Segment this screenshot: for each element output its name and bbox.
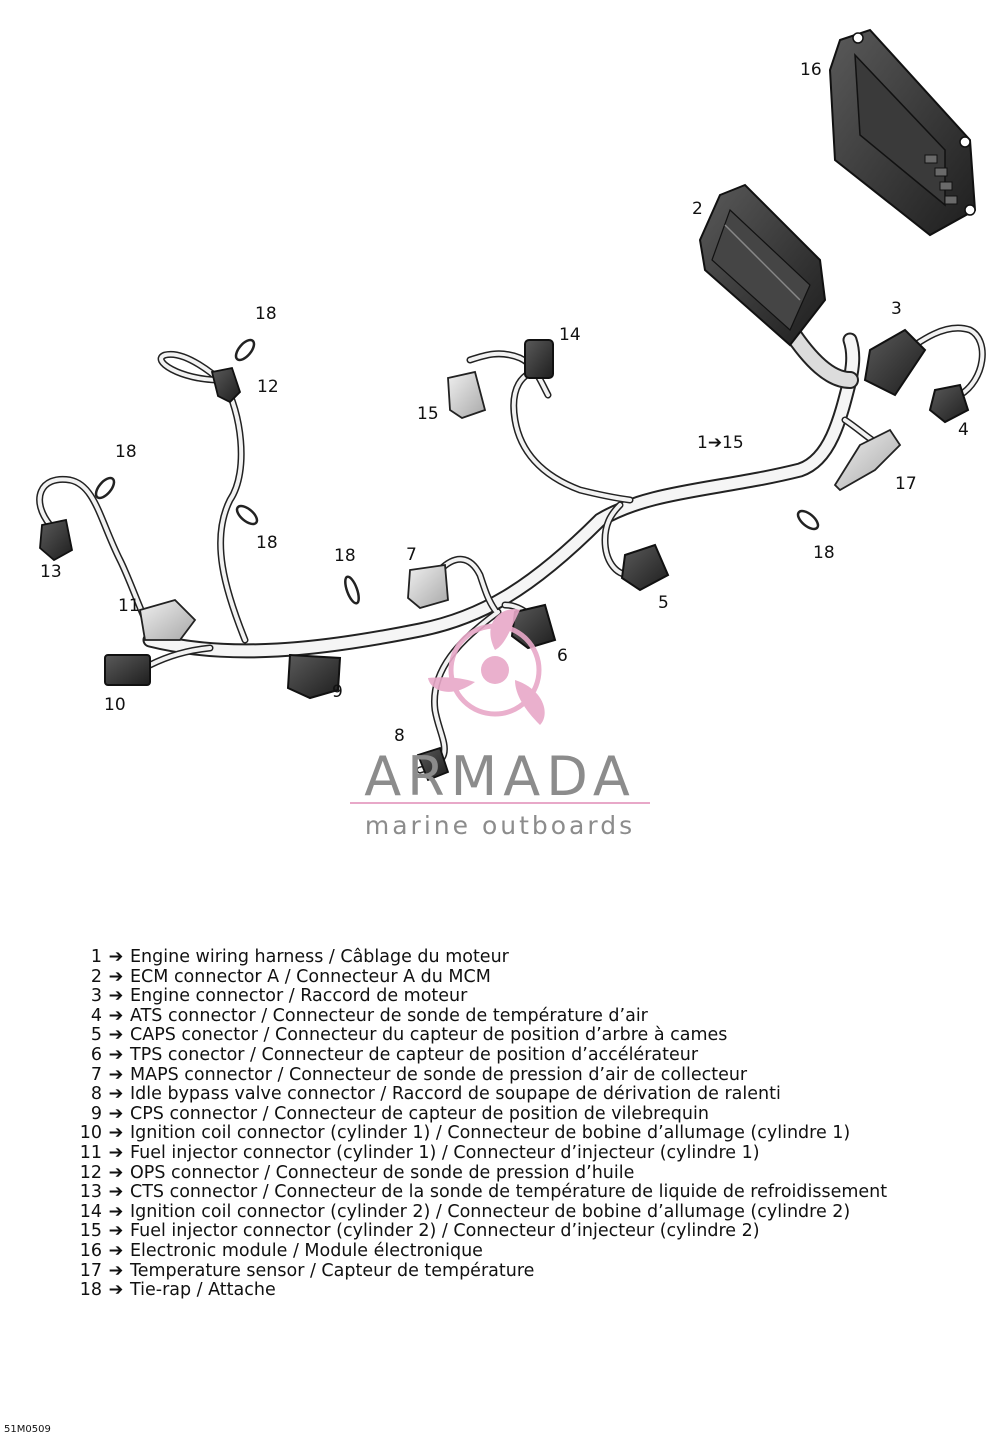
legend-number: 9 xyxy=(90,1103,102,1124)
caps-connector xyxy=(622,545,668,590)
legend-number: 12 xyxy=(79,1162,102,1183)
arrow-icon: ➔ xyxy=(108,1201,124,1222)
legend-number: 16 xyxy=(79,1240,102,1261)
legend-number: 2 xyxy=(90,966,102,987)
legend-description: Tie-rap / Attache xyxy=(130,1280,276,1301)
legend-row xyxy=(60,1281,980,1301)
legend-row xyxy=(60,968,980,988)
legend-row xyxy=(60,1026,980,1046)
callout-12: 12 xyxy=(257,377,279,397)
legend-number: 17 xyxy=(79,1260,102,1281)
legend-number: 15 xyxy=(79,1221,102,1242)
legend-number: 14 xyxy=(79,1201,102,1222)
arrow-icon: ➔ xyxy=(108,986,124,1007)
arrow-icon: ➔ xyxy=(108,1280,124,1301)
ignition-coil-connector-2 xyxy=(525,340,553,378)
legend-number: 7 xyxy=(90,1064,102,1085)
callout-5: 5 xyxy=(658,593,669,613)
ops-connector xyxy=(212,368,240,402)
legend-description: Engine connector / Raccord de moteur xyxy=(130,986,468,1007)
arrow-icon: ➔ xyxy=(108,1005,124,1026)
arrow-icon: ➔ xyxy=(108,1064,124,1085)
legend-row xyxy=(60,1164,980,1184)
legend-description: Electronic module / Module électronique xyxy=(130,1240,483,1261)
callout-15: 15 xyxy=(417,404,439,424)
legend-description: Ignition coil connector (cylinder 1) / Connecteur de bobine d’allumage (cylindre 1) xyxy=(130,1123,851,1144)
callout-4: 4 xyxy=(958,420,969,440)
callout-18-c: 18 xyxy=(256,533,278,553)
legend-description: CTS connector / Connecteur de la sonde de température de liquide de refroidissement xyxy=(130,1182,888,1203)
arrow-icon: ➔ xyxy=(108,947,124,967)
arrow-icon: ➔ xyxy=(108,1182,124,1203)
ats-connector xyxy=(930,385,968,422)
callout-8: 8 xyxy=(394,726,405,746)
legend-row xyxy=(60,1144,980,1164)
legend-row xyxy=(60,1066,980,1086)
legend-number: 11 xyxy=(79,1142,102,1163)
callout-1-15: 1➔15 xyxy=(697,433,744,453)
legend-description: Ignition coil connector (cylinder 2) / Connecteur de bobine d’allumage (cylindre 2) xyxy=(130,1201,851,1222)
arrow-icon: ➔ xyxy=(108,1260,124,1281)
legend-row xyxy=(60,1124,980,1144)
legend-description: ECM connector A / Connecteur A du MCM xyxy=(130,966,491,987)
callout-17: 17 xyxy=(895,474,917,494)
arrow-icon: ➔ xyxy=(108,1240,124,1261)
watermark-tagline: marine outboards xyxy=(364,811,636,840)
legend-row xyxy=(60,1242,980,1262)
engine-connector xyxy=(865,330,925,395)
legend-number: 4 xyxy=(90,1005,102,1026)
legend-number: 5 xyxy=(90,1025,102,1046)
legend-number: 10 xyxy=(79,1123,102,1144)
callout-10: 10 xyxy=(104,695,126,715)
legend-description: CAPS conector / Connecteur du capteur de position d’arbre à cames xyxy=(130,1025,728,1046)
electronic-module xyxy=(830,30,975,235)
fuel-injector-connector-1 xyxy=(140,600,195,640)
legend-number: 18 xyxy=(79,1280,102,1301)
legend-description: MAPS connector / Connecteur de sonde de pression d’air de collecteur xyxy=(130,1064,748,1085)
legend-description: Fuel injector connector (cylinder 1) / Connecteur d’injecteur (cylindre 1) xyxy=(130,1142,760,1163)
legend-row xyxy=(60,948,980,968)
legend-description: Temperature sensor / Capteur de température xyxy=(130,1260,535,1281)
callout-6: 6 xyxy=(557,646,568,666)
main-harness xyxy=(150,330,853,651)
legend-row xyxy=(60,987,980,1007)
legend-number: 13 xyxy=(79,1182,102,1203)
ignition-coil-connector-1 xyxy=(105,655,150,685)
legend-row xyxy=(60,1222,980,1242)
legend-row xyxy=(60,1007,980,1027)
cts-connector xyxy=(40,520,72,560)
arrow-icon: ➔ xyxy=(108,1044,124,1065)
callout-18-e: 18 xyxy=(813,543,835,563)
legend-number: 1 xyxy=(90,947,102,967)
watermark-brand: ARMADA xyxy=(364,745,636,808)
callout-18-d: 18 xyxy=(334,546,356,566)
arrow-icon: ➔ xyxy=(108,1025,124,1046)
legend-description: OPS connector / Connecteur de sonde de pression d’huile xyxy=(130,1162,635,1183)
arrow-icon: ➔ xyxy=(108,1221,124,1242)
maps-connector xyxy=(408,565,448,608)
arrow-icon: ➔ xyxy=(108,1162,124,1183)
parts-legend xyxy=(60,948,980,1301)
callout-7: 7 xyxy=(406,545,417,565)
legend-number: 3 xyxy=(90,986,102,1007)
legend-description: Fuel injector connector (cylinder 2) / Connecteur d’injecteur (cylindre 2) xyxy=(130,1221,760,1242)
arrow-icon: ➔ xyxy=(108,1123,124,1144)
arrow-icon: ➔ xyxy=(108,1142,124,1163)
legend-row xyxy=(60,1262,980,1282)
figure-code: 51M0509 xyxy=(4,1424,51,1435)
legend-description: ATS connector / Connecteur de sonde de température d’air xyxy=(130,1005,648,1026)
arrow-icon: ➔ xyxy=(108,966,124,987)
tps-connector xyxy=(512,605,555,648)
legend-description: Engine wiring harness / Câblage du moteur xyxy=(130,947,509,967)
fuel-injector-connector-2 xyxy=(448,372,485,418)
legend-row xyxy=(60,1046,980,1066)
callout-18-b: 18 xyxy=(115,442,137,462)
legend-row xyxy=(60,1085,980,1105)
callout-3: 3 xyxy=(891,299,902,319)
arrow-icon: ➔ xyxy=(108,1103,124,1124)
legend-description: TPS conector / Connecteur de capteur de position d’accélérateur xyxy=(130,1044,699,1065)
callout-16: 16 xyxy=(800,60,822,80)
ecm-connector-a xyxy=(700,185,825,345)
callout-11: 11 xyxy=(118,596,140,616)
callout-2: 2 xyxy=(692,199,703,219)
legend-number: 6 xyxy=(90,1044,102,1065)
legend-number: 8 xyxy=(90,1084,102,1105)
callout-18-a: 18 xyxy=(255,304,277,324)
legend-row xyxy=(60,1105,980,1125)
callout-9: 9 xyxy=(332,682,343,702)
legend-description: Idle bypass valve connector / Raccord de soupape de dérivation de ralenti xyxy=(130,1084,781,1105)
legend-description: CPS connector / Connecteur de capteur de position de vilebrequin xyxy=(130,1103,709,1124)
callout-13: 13 xyxy=(40,562,62,582)
arrow-icon: ➔ xyxy=(108,1084,124,1105)
legend-row xyxy=(60,1183,980,1203)
callout-14: 14 xyxy=(559,325,581,345)
legend-row xyxy=(60,1203,980,1223)
